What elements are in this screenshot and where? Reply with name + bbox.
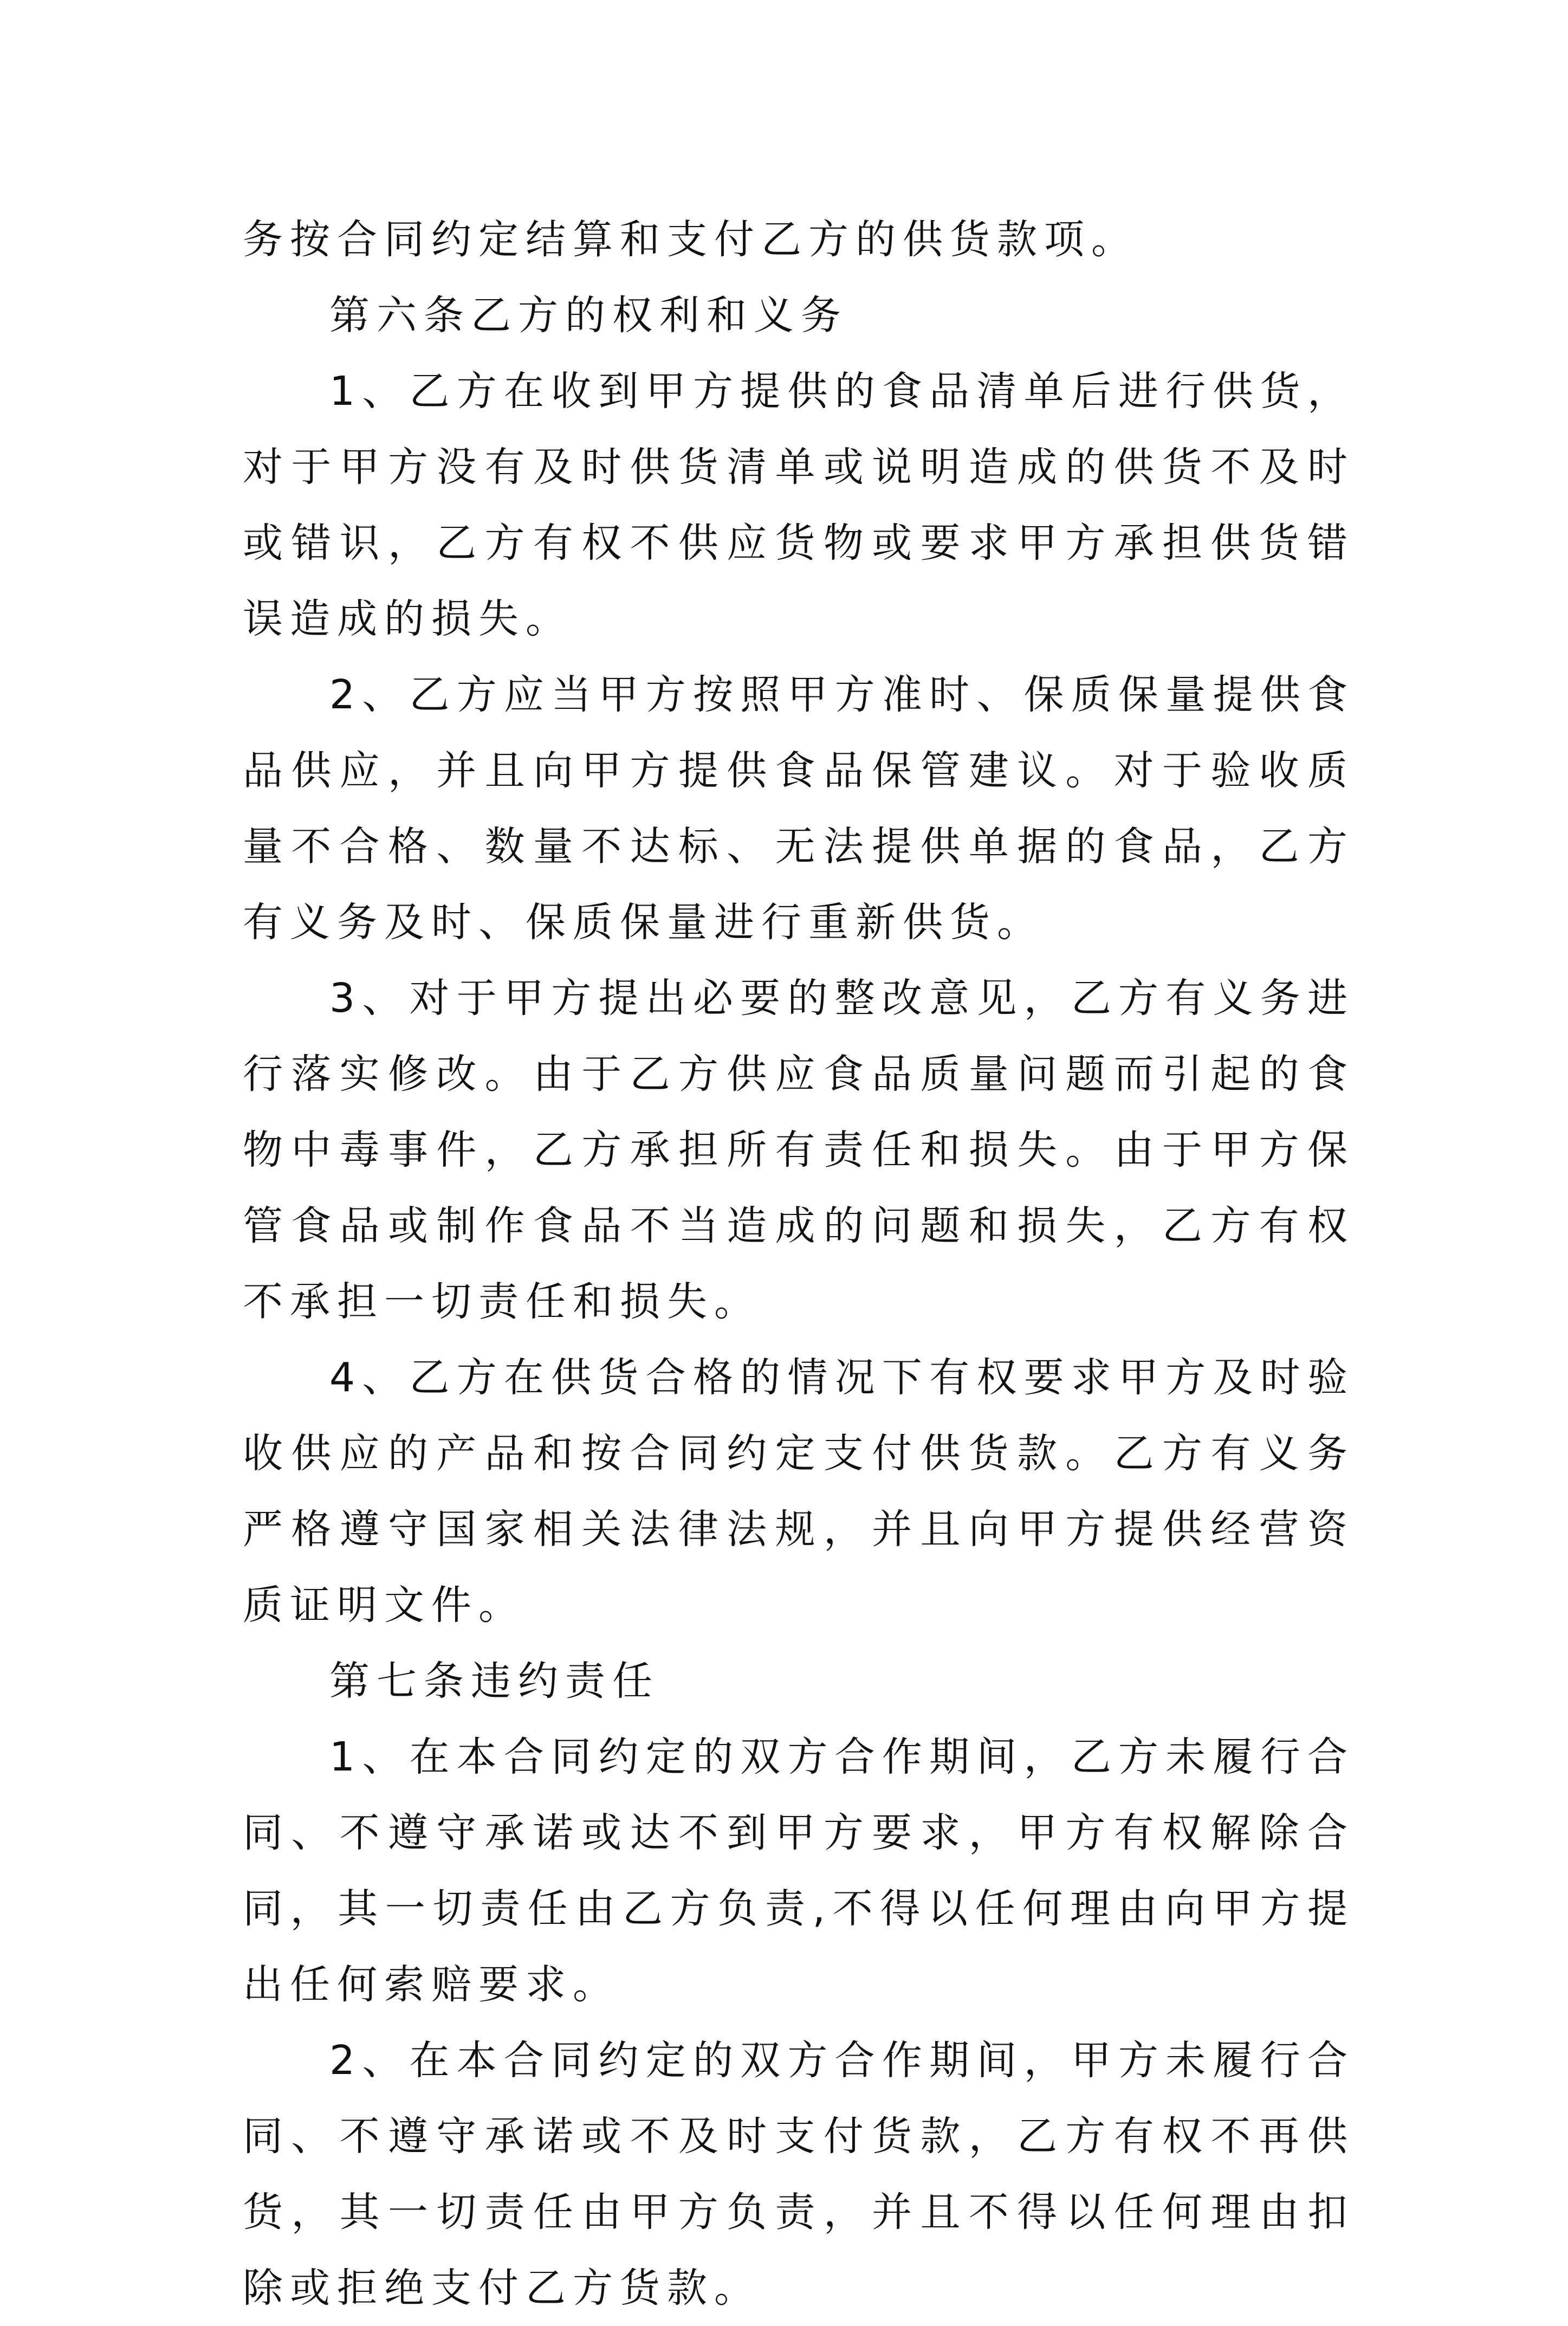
article-7-clause-2: 2、在本合同约定的双方合作期间，甲方未履行合同、不遵守承诺或不及时支付货款，乙方有权不再供货，其一切责任由甲方负责，并且不得以任何理由扣除或拒绝支付乙方货款。 xyxy=(243,2037,1355,2311)
article-6-clause-1: 1、乙方在收到甲方提供的食品清单后进行供货，对于甲方没有及时供货清单或说明造成的供货不及时或错识，乙方有权不供应货物或要求甲方承担供货错误造成的损失。 xyxy=(243,368,1355,642)
article-6-clause-3: 3、对于甲方提出必要的整改意见，乙方有义务进行落实修改。由于乙方供应食品质量问题而引起的食物中毒事件，乙方承担所有责任和损失。由于甲方保管食品或制作食品不当造成的问题和损失，乙方有权不承担一切责任和损失。 xyxy=(243,975,1355,1325)
article-6-clause-2: 2、乙方应当甲方按照甲方准时、保质保量提供食品供应，并且向甲方提供食品保管建议。对于验收质量不合格、数量不达标、无法提供单据的食品，乙方有义务及时、保质保量进行重新供货。 xyxy=(243,671,1355,946)
article-6-heading: 第六条乙方的权利和义务 xyxy=(329,292,848,339)
paragraph-continuation: 务按合同约定结算和支付乙方的供货款项。 xyxy=(243,216,1138,263)
article-6-clause-4: 4、乙方在供货合格的情况下有权要求甲方及时验收供应的产品和按合同约定支付供货款。乙方有义务严格遵守国家相关法律法规，并且向甲方提供经营资质证明文件。 xyxy=(243,1354,1355,1629)
document-body xyxy=(243,202,1355,2326)
article-7-clause-1: 1、在本合同约定的双方合作期间，乙方未履行合同、不遵守承诺或达不到甲方要求，甲方有权解除合同，其一切责任由乙方负责,不得以任何理由向甲方提出任何索赔要求。 xyxy=(243,1734,1355,2008)
article-7-heading: 第七条违约责任 xyxy=(329,1658,659,1704)
